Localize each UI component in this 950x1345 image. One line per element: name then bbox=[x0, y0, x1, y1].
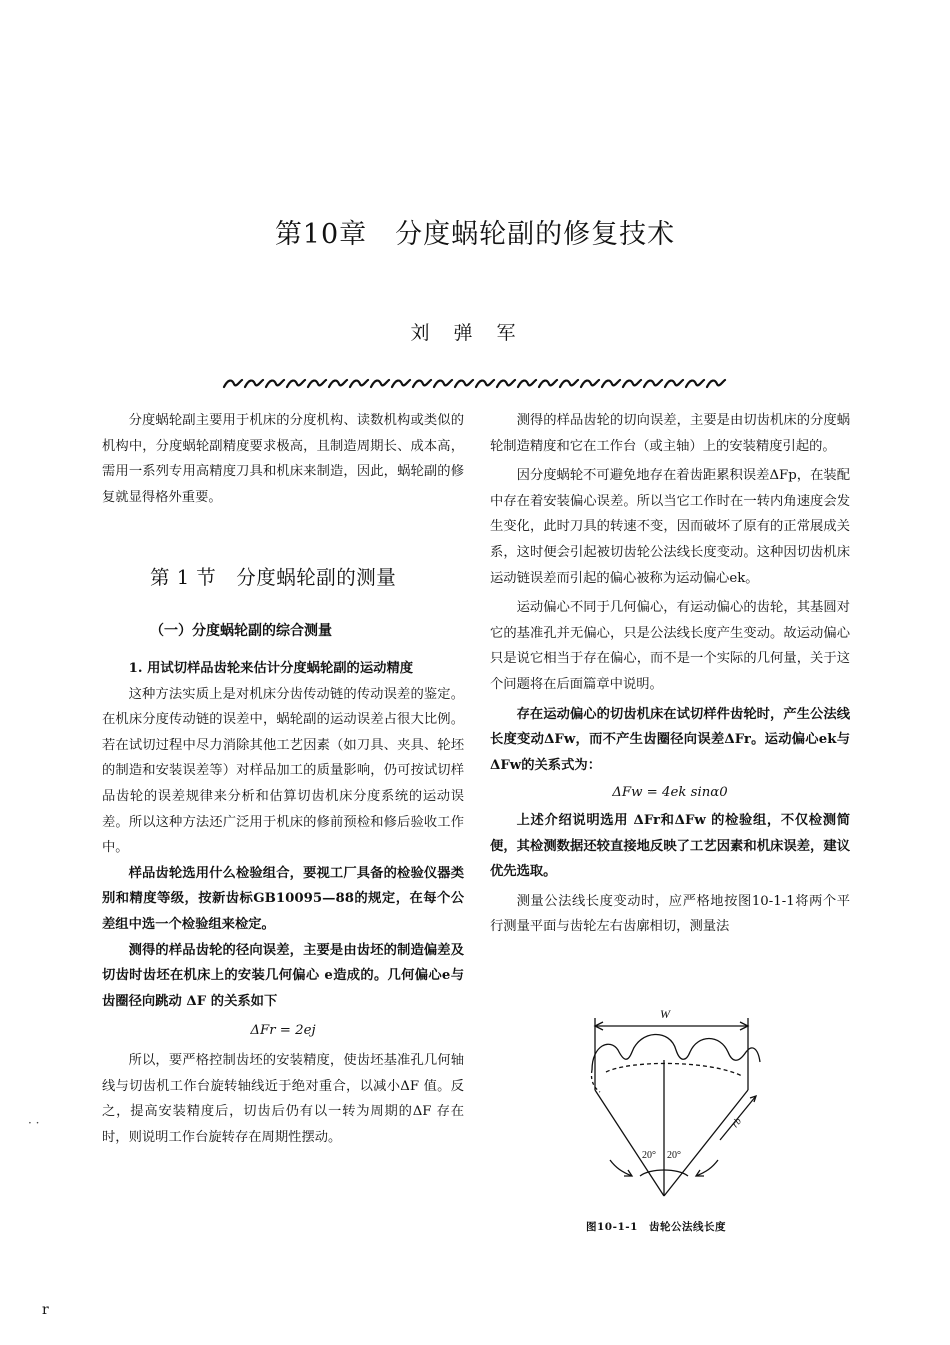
text-line: 制造偏差及切齿时齿坯在机床上的安装几何偏心 e bbox=[102, 942, 465, 984]
ornament-swirl bbox=[707, 380, 725, 387]
paragraph bbox=[490, 408, 850, 459]
ornament-swirl bbox=[518, 380, 536, 387]
text-line: 所以，要严格控制齿坯的安装精度，使齿坯基 bbox=[128, 1052, 398, 1068]
text-line: 精度 bbox=[386, 661, 414, 676]
paragraph bbox=[102, 861, 464, 938]
ornament-swirl bbox=[392, 380, 410, 387]
text-line: 度产生变动。故运动偏心只是说它相当于存在偏 bbox=[490, 625, 851, 667]
ornament-swirl bbox=[350, 380, 368, 387]
ornament-swirl bbox=[455, 380, 473, 387]
ornament-swirl bbox=[644, 380, 662, 387]
text-line: 后面篇章中说明。 bbox=[556, 676, 663, 692]
paragraph bbox=[102, 682, 464, 861]
text-line: 和修后验收工作中。 bbox=[102, 814, 465, 856]
text-line: 的安装精度引起的。 bbox=[716, 438, 836, 454]
subsection-title: （一）分度蜗轮副的综合测量 bbox=[150, 623, 332, 639]
text-line: 构或类似的机构中，分度蜗轮副精度要求极高，且制 bbox=[102, 413, 465, 454]
angle-arrow-left bbox=[610, 1160, 632, 1176]
ornament-swirl bbox=[581, 380, 599, 387]
text-line: 产生公法线长度变动ΔFw，而不产生齿圈径向误差 bbox=[490, 706, 851, 748]
text-line: 心，而不是一个实际的几何量，关于这个问题将在 bbox=[490, 651, 851, 692]
text-line: 1. 用试切样品齿轮来估计分度蜗轮副的运动 bbox=[128, 661, 387, 676]
text-line: ΔFp，在装配中存在着安装偏心误差。所以当它工 bbox=[490, 468, 851, 509]
paragraph bbox=[490, 702, 850, 779]
ornament-swirl bbox=[245, 380, 263, 387]
gear-teeth-outline bbox=[592, 1034, 760, 1070]
intro-paragraph bbox=[102, 408, 464, 510]
text-line: 上述介绍说明选用 ΔFr和ΔFw 的检验组，不仅 bbox=[516, 812, 809, 828]
text-line: 轮，其基圆对它的基准孔并无偏心，只是公法线长 bbox=[490, 600, 851, 641]
text-line: 床的分度蜗轮制造精度和它在工作台（或主轴）上 bbox=[490, 413, 851, 454]
text-line: 轮的误差规律来分析和估算切齿机床分度系统的运 bbox=[129, 788, 437, 804]
text-line: 差的鉴定。在机床分度传动链的误差中，蜗轮副的 bbox=[102, 686, 465, 728]
text-line: 造周期长、成本高，需用一系列专用高精度刀具和 bbox=[102, 438, 465, 480]
text-line: 样品齿轮选用什么检验组合，要视工厂具备的 bbox=[128, 865, 398, 881]
item-title bbox=[102, 656, 464, 682]
text-line: ΔFr。运动偏心ek与ΔFw的关系式为： bbox=[490, 732, 851, 773]
text-line: 测得的样品齿轮的径向误差，主要是由齿坯的 bbox=[128, 942, 398, 958]
paragraph bbox=[490, 889, 850, 940]
ornament-divider bbox=[222, 376, 732, 390]
ornament-swirl bbox=[476, 380, 494, 387]
ornament-swirl bbox=[413, 380, 431, 387]
ornament-swirl bbox=[539, 380, 557, 387]
text-line: 他工艺因素（如刀具、夹具、轮坯的制造和安装误 bbox=[102, 737, 465, 779]
text-line: 引起被切齿轮公法线长度变动。这种因切齿机床运 bbox=[490, 544, 851, 586]
angle-label-right: 20° bbox=[667, 1150, 681, 1161]
ornament-swirl bbox=[287, 380, 305, 387]
text-line: 分度蜗轮副主要用于机床的分度机构、读数机 bbox=[128, 413, 398, 428]
ornament-swirl bbox=[686, 380, 704, 387]
angle-label-left: 20° bbox=[642, 1150, 656, 1161]
text-line: 测量公法线长度变动时，应严格地按图10-1-1 bbox=[516, 893, 795, 909]
text-line: 因分度蜗轮不可避免地存在着齿距累积误差 bbox=[516, 468, 770, 484]
tangent-line-right bbox=[664, 1090, 748, 1196]
ornament-swirl bbox=[560, 380, 578, 387]
gear-span-figure bbox=[570, 1000, 770, 1215]
scan-artifact: · · bbox=[28, 1116, 40, 1130]
text-line: 动链误差而引起的偏心被称为运动偏心ek。 bbox=[503, 570, 759, 586]
tangent-line-left bbox=[595, 1090, 664, 1196]
gear-root-dashed bbox=[591, 1070, 600, 1092]
text-line: 这种方法实质上是对机床分齿传动链的传动误 bbox=[128, 686, 398, 702]
text-line: 将两个平行测量平面与齿轮左右齿廓相切，测量法 bbox=[490, 893, 851, 935]
text-line: 合，以减小ΔF 值。反之，提高安装精度后，切齿 bbox=[102, 1078, 464, 1120]
text-line: 检验仪器类别和精度等级，按新齿标GB10095—88 bbox=[102, 865, 465, 907]
paragraph bbox=[490, 808, 850, 885]
margin-mark: r bbox=[42, 1302, 49, 1318]
text-line: 运动偏心不同于几何偏心，有运动偏心的齿 bbox=[516, 600, 771, 616]
paragraph bbox=[490, 463, 850, 591]
text-line: 动误差。所以这种方法还广泛用于机床的修前预检 bbox=[102, 788, 465, 830]
w-label: W bbox=[660, 1007, 670, 1021]
ornament-swirl bbox=[224, 380, 242, 387]
ornament-swirl bbox=[665, 380, 683, 387]
text-line: 机床来制造，因此，蜗轮副的修复就显得格外重要。 bbox=[102, 464, 465, 505]
text-line: 后仍有以一转为周期的ΔF 存在时，则说明工作台 bbox=[102, 1104, 464, 1145]
ornament-swirl bbox=[434, 380, 452, 387]
formula-tangential: ΔFw = 4ek sinα0 bbox=[612, 785, 728, 801]
author-name: 刘弹军 bbox=[410, 322, 540, 344]
text-line: 测得的样品齿轮的切向误差，主要是由切齿机 bbox=[516, 413, 784, 428]
right-column bbox=[490, 408, 850, 940]
text-line: 造成的。几何偏心e与齿圈径向跳动 ΔF 的关系如 bbox=[102, 968, 464, 1009]
paragraph bbox=[490, 595, 850, 697]
text-line: 运动误差占很大比例。若在试切过程中尽力消除其 bbox=[102, 712, 465, 753]
ornament-swirl bbox=[308, 380, 326, 387]
text-line: 作时在一转内角速度会发生变化，此时刀具的转速 bbox=[490, 493, 851, 535]
angle-arrow-right bbox=[696, 1160, 718, 1176]
left-column-body bbox=[102, 656, 464, 1150]
text-line: 存在运动偏心的切齿机床在试切样件齿轮时， bbox=[516, 706, 784, 722]
figure-caption: 图10-1-1 齿轮公法线长度 bbox=[586, 1221, 726, 1233]
paragraph bbox=[102, 1048, 464, 1150]
text-line: 旋转存在周期性摆动。 bbox=[208, 1129, 342, 1145]
ornament-swirl bbox=[266, 380, 284, 387]
text-line: 的规定，在每个公差组中选一个检验组来检定。 bbox=[102, 891, 465, 932]
ornament-swirl bbox=[371, 380, 389, 387]
ornament-swirl bbox=[497, 380, 515, 387]
text-line: 准孔几何轴线与切齿机工作台旋转轴线近于绝对重 bbox=[102, 1052, 465, 1094]
section-title: 第 1 节 分度蜗轮副的测量 bbox=[150, 566, 397, 589]
text-line: 不变，因而破坏了原有的正常展成关系，这时便会 bbox=[490, 519, 851, 560]
text-line: 差等）对样品加工的质量影响，仍可按试切样品齿 bbox=[102, 763, 465, 804]
left-column bbox=[102, 408, 464, 510]
ornament-swirl bbox=[602, 380, 620, 387]
ornament-swirl bbox=[623, 380, 641, 387]
formula-radial: ΔFr = 2ej bbox=[250, 1023, 316, 1039]
rb-label: rb bbox=[729, 1116, 745, 1130]
text-line: 检测简便，其检测数据还较直接地反映了工艺因素 bbox=[490, 812, 850, 854]
ornament-swirl bbox=[329, 380, 347, 387]
chapter-title: 第10章 分度蜗轮副的修复技术 bbox=[274, 219, 676, 250]
base-circle-dashed bbox=[606, 1063, 742, 1076]
paragraph bbox=[102, 938, 464, 1015]
text-line: 和机床误差，建议优先选取。 bbox=[490, 838, 850, 880]
text-line: 下 bbox=[263, 993, 278, 1009]
